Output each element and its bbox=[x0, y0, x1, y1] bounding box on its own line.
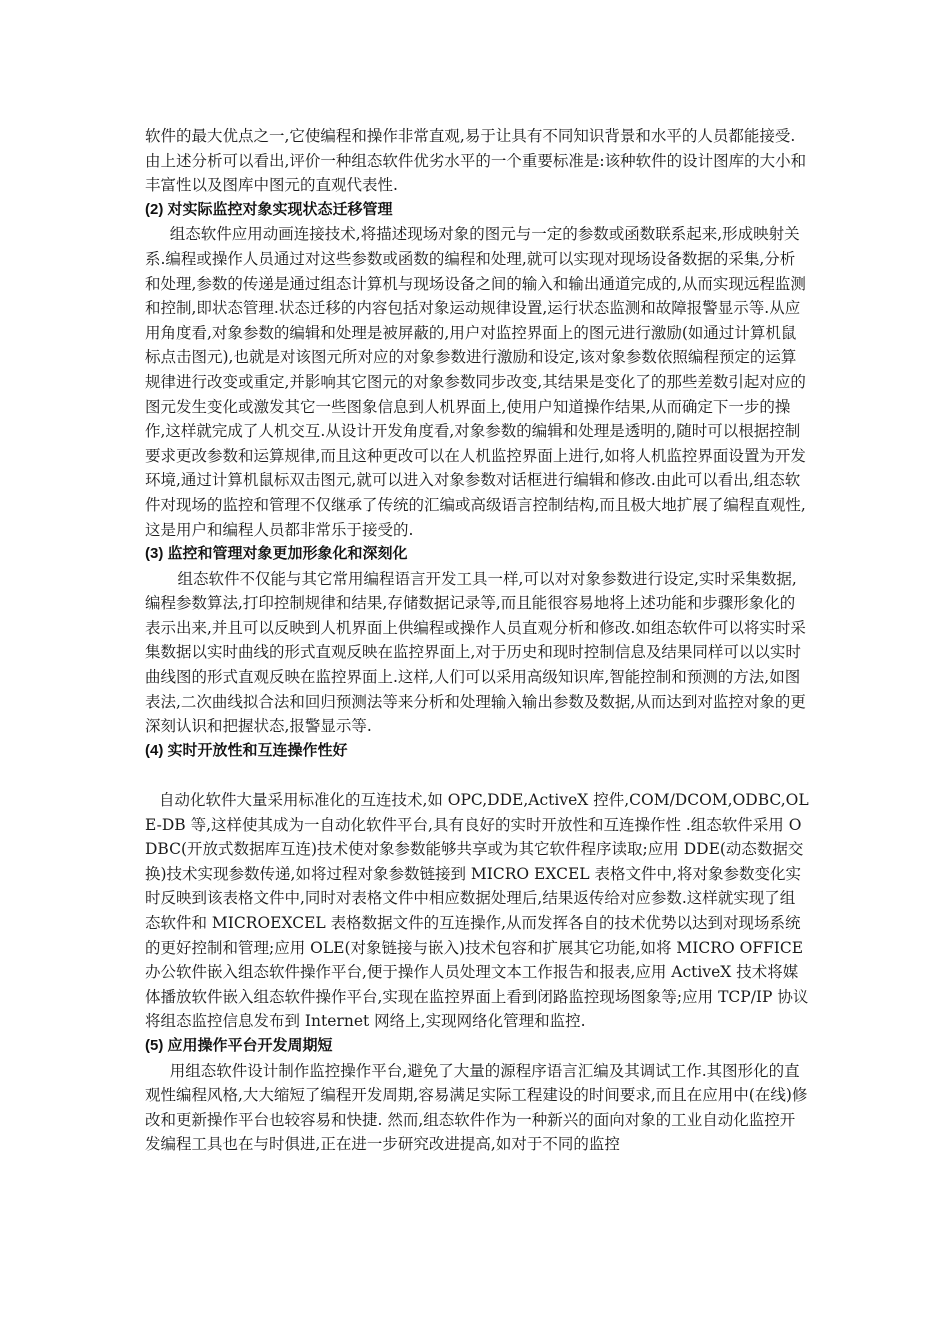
section-heading-3: (3) 监控和管理对象更加形象化和深刻化 bbox=[145, 545, 408, 563]
document-body bbox=[145, 124, 810, 1157]
blank-line bbox=[145, 763, 810, 788]
section-heading-4: (4) 实时开放性和互连操作性好 bbox=[145, 741, 348, 759]
section-heading-5: (5) 应用操作平台开发周期短 bbox=[145, 1036, 333, 1054]
paragraph-development-cycle: 用组态软件设计制作监控操作平台,避免了大量的源程序语言汇编及其调试工作.其图形化的直观性编程风格,大大缩短了编程开发周期,容易满足实际工程建设的时间要求,而且在应用中(在线)修改和更新操作平台也较容易和快捷. 然而,组态软件作为一种新兴的面向对象的工业自动化监控开发编程工具也在与时俱进,正在进一步研究改进提高,如对于不同的监控 bbox=[145, 1061, 808, 1154]
paragraph-openness: 自动化软件大量采用标准化的互连技术,如 OPC,DDE,ActiveX 控件,COM/DCOM,ODBC,OLE-DB 等,这样使其成为一自动化软件平台,具有良好的实时开放性和互连操作性 .组态软件采用 ODBC(开放式数据库互连)技术使对象参数能够共享或为其它软件程序读取;应用 DDE(动态数据交换)技术实现参数传递,如将过程对象参数链接到 MICRO EXCEL 表格文件中,将对象参数变化实时反映到该表格文件中,同时对表格文件中相应数据处理后,结果返传给对应参数.这样就实现了组态软件和 MICROEXCEL 表格数据文件的互连操作,从而发挥各自的技术优势以达到对现场系统的更好控制和管理;应用 OLE(对象链接与嵌入)技术包容和扩展其它功能,如将 MICRO OFFICE 办公软件嵌入组态软件操作平台,便于操作人员处理文本工作报告和报表,应用 ActiveX 技术将媒体播放软件嵌入组态软件操作平台,实现在监控界面上看到闭路监控现场图象等;应用 TCP/IP 协议将组态监控信息发布到 Internet 网络上,实现网络化管理和监控. bbox=[145, 791, 809, 1031]
section-heading-2: (2) 对实际监控对象实现状态迁移管理 bbox=[145, 200, 393, 218]
paragraph-intro: 软件的最大优点之一,它使编程和操作非常直观,易于让具有不同知识背景和水平的人员都能接受.由上述分析可以看出,评价一种组态软件优劣水平的一个重要标准是:该种软件的设计图库的大小和丰富性以及图库中图元的直观代表性. bbox=[145, 127, 807, 195]
paragraph-state-management: 组态软件应用动画连接技术,将描述现场对象的图元与一定的参数或函数联系起来,形成映射关系.编程或操作人员通过对这些参数或函数的编程和处理,就可以实现对现场设备数据的采集,分析和处理,参数的传递是通过组态计算机与现场设备之间的输入和输出通道完成的,从而实现远程监测和控制,即状态管理.状态迁移的内容包括对象运动规律设置,运行状态监测和故障报警显示等.从应用角度看,对象参数的编辑和处理是被屏蔽的,用户对监控界面上的图元进行激励(如通过计算机鼠标点击图元),也就是对该图元所对应的对象参数进行激励和设定,该对象参数依照编程预定的运算规律进行改变或重定,并影响其它图元的对象参数同步改变,其结果是变化了的那些差数引起对应的图元发生变化或激发其它一些图象信息到人机界面上,使用户知道操作结果,从而确定下一步的操作,这样就完成了人机交互.从设计开发角度看,对象参数的编辑和处理是透明的,随时可以根据控制要求更改参数和运算规律,而且这种更改可以在人机监控界面上进行,如将人机监控界面设置为开发环境,通过计算机鼠标双击图元,就可以进入对象参数对话框进行编辑和修改.由此可以看出,组态软件对现场的监控和管理不仅继承了传统的汇编或高级语言控制结构,而且极大地扩展了编程直观性,这是用户和编程人员都非常乐于接受的. bbox=[145, 225, 806, 539]
paragraph-visualization: 组态软件不仅能与其它常用编程语言开发工具一样,可以对对象参数进行设定,实时采集数据,编程参数算法,打印控制规律和结果,存储数据记录等,而且能很容易地将上述功能和步骤形象化的表示出来,并且可以反映到人机界面上供编程或操作人员直观分析和修改.如组态软件可以将实时采集数据以实时曲线的形式直观反映在监控界面上,对于历史和现时控制信息及结果同样可以以实时曲线图的形式直观反映在监控界面上.这样,人们可以采用高级知识库,智能控制和预测的方法,如图表法,二次曲线拟合法和回归预测法等来分析和处理输入输出参数及数据,从而达到对监控对象的更深刻认识和把握状态,报警显示等. bbox=[145, 569, 806, 736]
